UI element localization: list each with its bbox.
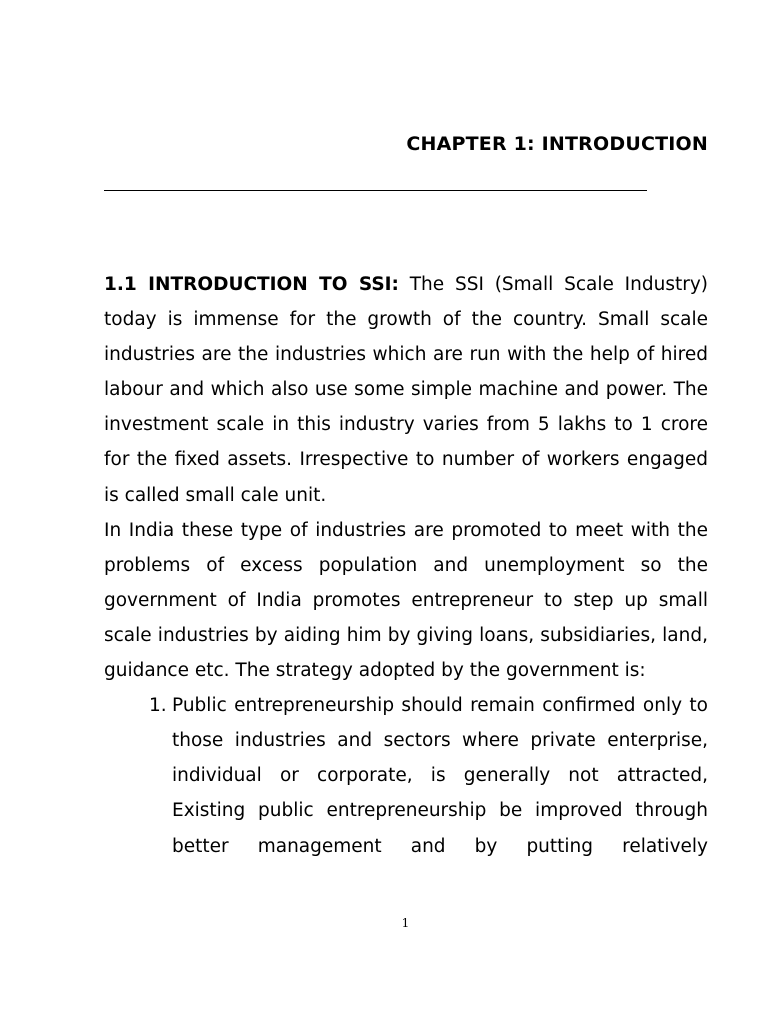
page-number: 1: [401, 916, 410, 930]
list-item-number: 1.: [149, 695, 167, 717]
list-item-text: Public entrepreneurship should remain confirmed only to those industries and sectors where private enterprise, individual or corporate, is generally not attracted, Existing public entrepreneurship be improved through better management and by putting relatively: [172, 695, 708, 857]
document-body: [104, 267, 708, 864]
strategy-paragraph: In India these type of industries are promoted to meet with the problems of excess population and unemployment so the government of India promotes entrepreneur to step up small scale industries by aiding him by giving loans, subsidiaries, land, guidance etc. The strategy adopted by the government is:: [104, 519, 708, 682]
chapter-title: CHAPTER 1: INTRODUCTION: [406, 133, 708, 155]
intro-paragraph: [104, 267, 708, 513]
intro-paragraph-text: The SSI (Small Scale Industry) today is immense for the growth of the country. Small scale industries are the industries which are run with the help of hired labour and which also use some simple machine and power. The investment scale in this industry varies from 5 lakhs to 1 crore for the fixed assets. Irrespective to number of workers engaged is called small cale unit.: [104, 274, 708, 506]
list-item: [149, 688, 708, 863]
title-divider: [104, 190, 647, 191]
section-heading: 1.1 INTRODUCTION TO SSI:: [104, 274, 399, 295]
